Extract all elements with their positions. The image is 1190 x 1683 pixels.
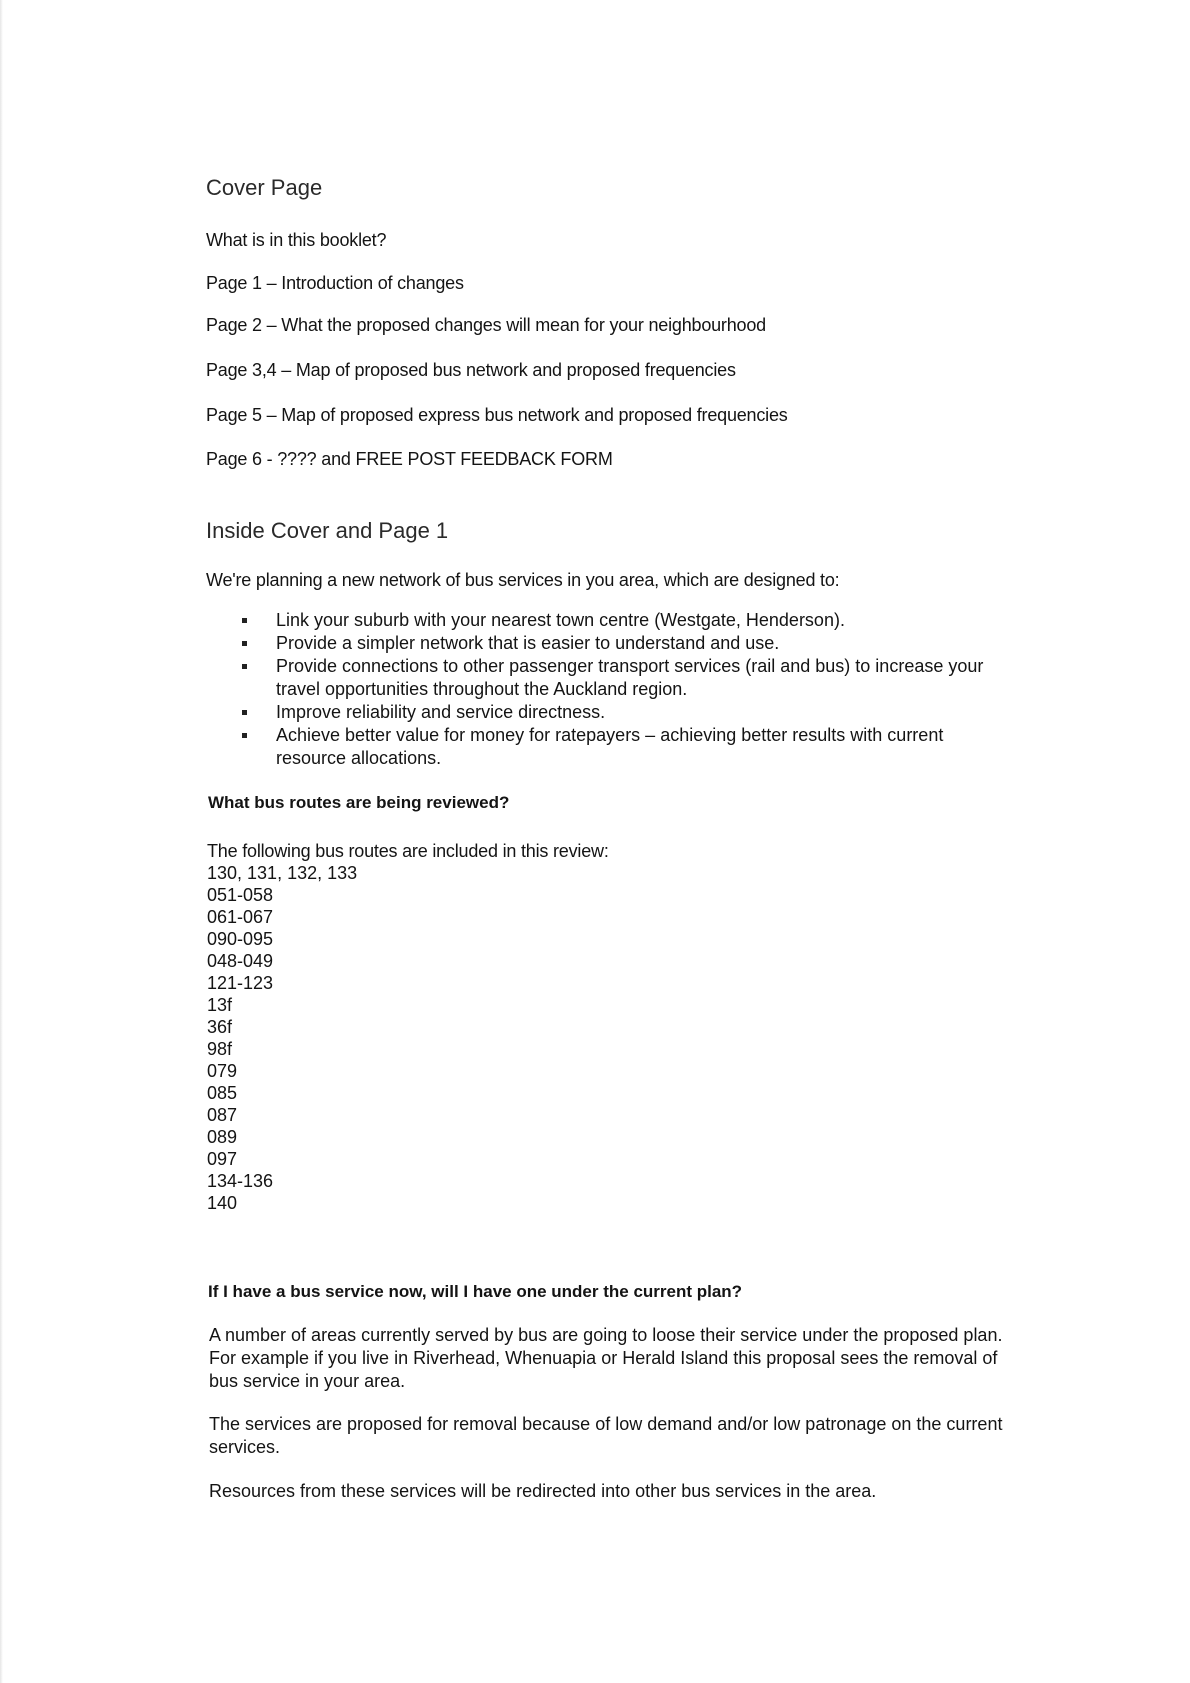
contents-item: Page 6 - ???? and FREE POST FEEDBACK FORM [206, 449, 613, 469]
route-item: 061-067 [207, 907, 274, 927]
route-item: 98f [207, 1039, 233, 1059]
bullet-icon [242, 618, 247, 623]
service-paragraph: A number of areas currently served by bus are going to loose their service under the proposed plan. For example if you live in Riverhead, Whenuapia or Herald Island this proposal sees the removal of bus service in your area. [209, 1325, 1003, 1391]
booklet-question: What is in this booklet? [206, 230, 387, 250]
cover-heading: Cover Page [206, 175, 323, 200]
inside-intro: We're planning a new network of bus services in you area, which are designed to: [206, 570, 840, 590]
route-item: 097 [207, 1149, 238, 1169]
bullet-icon [242, 641, 247, 646]
goal-item: Provide connections to other passenger transport services (rail and bus) to increase your travel opportunities throughout the Auckland region. [240, 655, 1005, 701]
goal-item: Improve reliability and service directness. [240, 701, 1005, 724]
route-item: 121-123 [207, 973, 274, 993]
route-item: 085 [207, 1083, 238, 1103]
goals-list [240, 609, 1005, 770]
contents-item: Page 5 – Map of proposed express bus network and proposed frequencies [206, 405, 788, 425]
goal-item: Achieve better value for money for ratepayers – achieving better results with current resource allocations. [240, 724, 1005, 770]
bullet-icon [242, 664, 247, 669]
route-item: 13f [207, 995, 233, 1015]
goal-item: Link your suburb with your nearest town centre (Westgate, Henderson). [240, 609, 1005, 632]
contents-item: Page 1 – Introduction of changes [206, 273, 464, 293]
goal-item: Provide a simpler network that is easier to understand and use. [240, 632, 1005, 655]
route-item: 051-058 [207, 885, 274, 905]
route-item: 130, 131, 132, 133 [207, 863, 358, 883]
route-item: 089 [207, 1127, 238, 1147]
contents-item: Page 3,4 – Map of proposed bus network and proposed frequencies [206, 360, 736, 380]
route-item: 048-049 [207, 951, 274, 971]
route-item: 087 [207, 1105, 238, 1125]
inside-cover-heading: Inside Cover and Page 1 [206, 518, 449, 543]
route-item: 079 [207, 1061, 238, 1081]
routes-list [207, 840, 609, 1214]
service-paragraph: The services are proposed for removal because of low demand and/or low patronage on the current services. [209, 1414, 1003, 1457]
routes-intro: The following bus routes are included in this review: [207, 841, 609, 861]
scan-edge [0, 0, 3, 1683]
service-paragraph: Resources from these services will be redirected into other bus services in the area. [209, 1481, 877, 1501]
routes-question: What bus routes are being reviewed? [208, 793, 510, 812]
bullet-icon [242, 710, 247, 715]
service-question: If I have a bus service now, will I have one under the current plan? [208, 1282, 743, 1301]
contents-item: Page 2 – What the proposed changes will mean for your neighbourhood [206, 315, 766, 335]
route-item: 134-136 [207, 1171, 274, 1191]
route-item: 090-095 [207, 929, 274, 949]
route-item: 140 [207, 1193, 238, 1213]
route-item: 36f [207, 1017, 233, 1037]
bullet-icon [242, 733, 247, 738]
